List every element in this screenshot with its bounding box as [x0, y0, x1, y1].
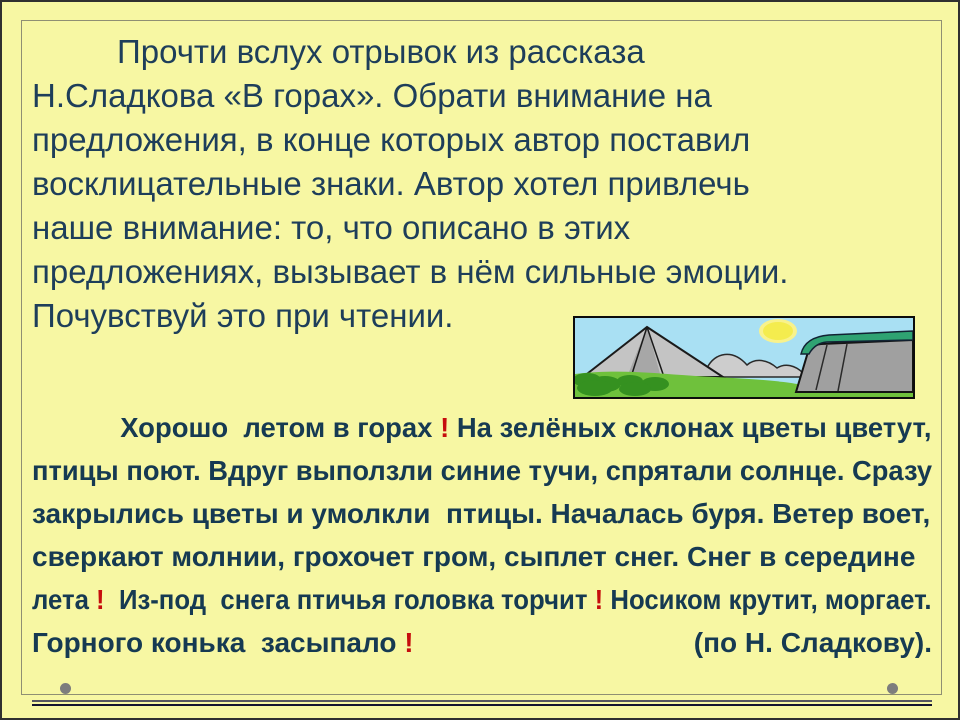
exclamation-mark: ! — [396, 627, 414, 658]
text-line — [32, 162, 932, 206]
text-segment: сверкают молнии, грохочет гром, сыплет снег. Снег в середине — [32, 541, 916, 572]
text-line — [32, 492, 932, 535]
text-line — [32, 621, 932, 664]
text-line-content — [32, 297, 453, 334]
text-line-content — [32, 498, 930, 529]
text-line-content — [32, 77, 712, 114]
text-line — [32, 406, 932, 449]
text-line-content — [120, 412, 931, 443]
text-segment: Почувствуй это при чтении. — [32, 297, 454, 334]
text-line — [32, 250, 932, 294]
sun-icon — [763, 322, 793, 340]
text-line — [32, 30, 932, 74]
text-segment: Горного конька засыпало — [32, 627, 397, 658]
footer-bullet-right — [887, 683, 898, 694]
text-line — [32, 535, 932, 578]
text-line-content — [32, 209, 630, 246]
text-segment: восклицательные знаки. Автор хотел привлечь — [32, 165, 750, 202]
text-line — [32, 449, 933, 492]
text-segment: Из-под снега птичья головка торчит — [104, 584, 588, 615]
text-segment: предложениях, вызывает в нём сильные эмоции. — [32, 253, 789, 290]
text-segment: предложения, в конце которых автор поставил — [32, 121, 751, 158]
exclamation-mark: ! — [432, 412, 450, 443]
bush — [619, 382, 651, 396]
text-line — [32, 118, 932, 162]
footer-rule-bottom — [32, 704, 932, 706]
text-line-content — [32, 121, 750, 158]
text-line-content — [32, 165, 750, 202]
text-segment: Н.Сладкова «В горах». Обрати внимание на — [32, 77, 712, 114]
text-segment: Хорошо летом в горах — [120, 412, 433, 443]
text-segment: Носиком крутит, моргает. — [603, 584, 932, 615]
text-line-content — [32, 541, 915, 572]
footer-bullet-left — [60, 683, 71, 694]
text-segment: Прочти вслух отрывок из рассказа — [117, 33, 645, 70]
text-line-content — [32, 584, 932, 615]
text-line-content — [32, 253, 788, 290]
text-segment: закрылись цветы и умолкли птицы. Началась буря. Ветер воет, — [32, 498, 931, 529]
text-segment: На зелёных склонах цветы цветут, — [449, 412, 932, 443]
footer-rule-top — [32, 700, 932, 702]
exclamation-mark: ! — [88, 584, 105, 615]
attribution: (по Н. Сладкову). — [693, 627, 932, 658]
text-segment: лета — [32, 584, 89, 615]
exclamation-mark: ! — [587, 584, 604, 615]
text-line-content — [117, 33, 645, 70]
text-line — [32, 578, 932, 621]
text-line — [32, 206, 932, 250]
text-line-content — [32, 455, 932, 486]
text-line — [32, 74, 932, 118]
text-segment: наше внимание: то, что описано в этих — [32, 209, 631, 246]
text-line-content — [32, 621, 414, 664]
bush — [577, 380, 613, 396]
mountain-illustration — [573, 316, 915, 399]
instruction-paragraph — [32, 30, 932, 338]
passage-paragraph — [32, 406, 932, 664]
mountain-illustration-svg — [575, 318, 913, 397]
text-segment: птицы поют. Вдруг выползли синие тучи, спрятали солнце. Сразу — [32, 455, 933, 486]
